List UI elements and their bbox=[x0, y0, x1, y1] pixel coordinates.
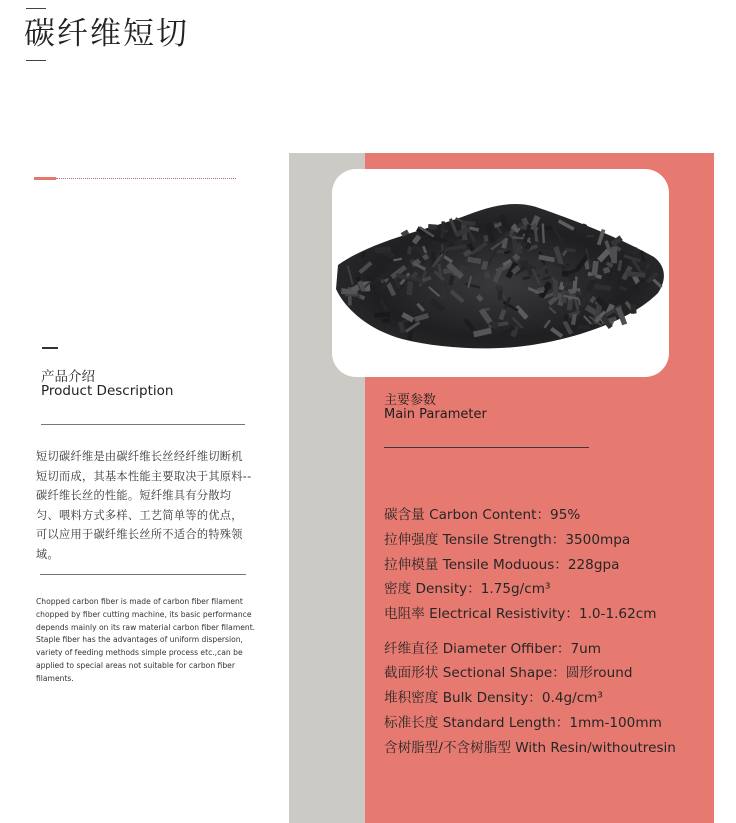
title-bottom-rule bbox=[26, 60, 46, 61]
main-parameter-divider bbox=[384, 447, 589, 448]
accent-bar bbox=[34, 177, 56, 180]
fiber-flake bbox=[428, 224, 437, 230]
main-parameter-heading-en: Main Parameter bbox=[384, 407, 487, 422]
description-chinese: 短切碳纤维是由碳纤维长丝经纤维切断机短切而成，其基本性能主要取决于其原料--碳纤维长丝的性能。短纤维具有分散均匀、喂料方式多样、工艺简单等的优点，可以应用于碳纤维长丝所不适合的特殊领域。 bbox=[36, 450, 252, 561]
fiber-flake bbox=[495, 285, 502, 291]
param-standard-length: 标准长度 Standard Length：1mm-100mm bbox=[384, 715, 662, 731]
fiber-flake bbox=[407, 246, 411, 254]
param-sectional-shape: 截面形状 Sectional Shape：圆形round bbox=[384, 665, 633, 681]
product-description-heading-cn: 产品介绍 bbox=[41, 369, 95, 385]
param-bulk-density: 堆积密度 Bulk Density：0.4g/cm³ bbox=[384, 690, 603, 706]
param-electrical-resistivity: 电阻率 Electrical Resistivity：1.0-1.62cm bbox=[384, 606, 657, 622]
param-carbon-content: 碳含量 Carbon Content：95% bbox=[384, 507, 581, 523]
title-top-rule bbox=[26, 8, 46, 9]
page-title: 碳纤维短切 bbox=[24, 16, 189, 52]
fiber-flake bbox=[611, 247, 617, 264]
fiber-flake bbox=[587, 235, 594, 237]
fiber-flake bbox=[563, 282, 571, 286]
description-divider bbox=[40, 574, 246, 575]
param-fiber-diameter: 纤维直径 Diameter Offiber：7um bbox=[384, 641, 602, 657]
fiber-flake bbox=[630, 304, 636, 314]
chopped-fiber-pile-image bbox=[332, 169, 669, 377]
fiber-flake bbox=[578, 325, 590, 329]
param-tensile-strength: 拉伸强度 Tensile Strength：3500mpa bbox=[384, 532, 631, 548]
fiber-flake bbox=[553, 281, 558, 298]
accent-dotted-line bbox=[56, 178, 236, 179]
main-parameter-heading-cn: 主要参数 bbox=[384, 393, 437, 408]
section-divider bbox=[41, 424, 245, 425]
fiber-flake bbox=[407, 281, 414, 295]
param-resin-type: 含树脂型/不含树脂型 With Resin/withoutresin bbox=[384, 740, 676, 756]
product-photo bbox=[332, 169, 669, 377]
fiber-flake bbox=[345, 294, 360, 297]
fiber-flake bbox=[484, 271, 490, 278]
description-english: Chopped carbon fiber is made of carbon fiber filament chopped by fiber cutting machine, its basic performance depends mainly on its raw material carbon fiber filament. Staple fiber has the advantages of uniform dispersion, variety of feeding methods simple process etc.,can be applied to special areas not suitable for carbon fiber filaments. bbox=[36, 597, 256, 683]
param-tensile-modulus: 拉伸模量 Tensile Moduous：228gpa bbox=[384, 557, 620, 573]
section-dash bbox=[42, 347, 58, 349]
fiber-flake bbox=[544, 226, 553, 230]
param-density: 密度 Density：1.75g/cm³ bbox=[384, 581, 551, 597]
product-description-heading-en: Product Description bbox=[41, 383, 174, 399]
fiber-flake bbox=[587, 275, 595, 280]
